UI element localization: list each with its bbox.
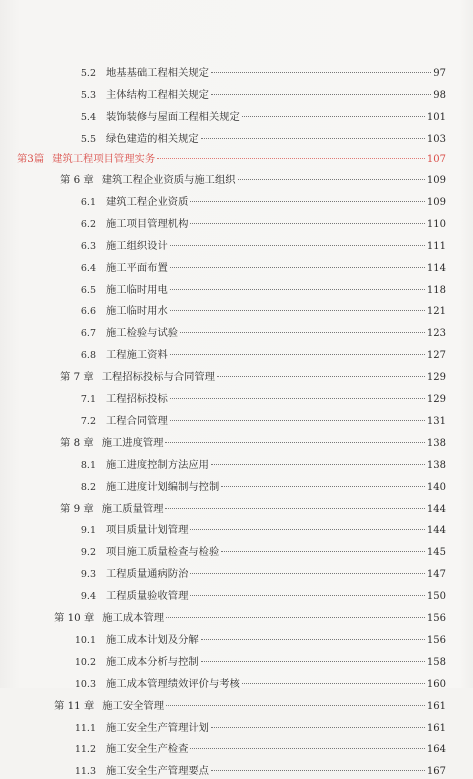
section-number: 6.8 (80, 350, 96, 362)
page-number: 110 (426, 218, 446, 230)
toc-section-entry (66, 110, 446, 125)
section-number: 9.1 (80, 525, 96, 537)
page-number: 111 (426, 240, 446, 252)
chapter-number: 第 8 章 (60, 436, 94, 449)
toc-section-entry (66, 304, 446, 319)
section-number: 9.4 (80, 591, 96, 603)
dot-leader (170, 354, 425, 355)
dot-leader (201, 138, 425, 139)
section-title: 施工成本计划及分解 (106, 633, 199, 646)
toc-section-entry (66, 261, 446, 276)
section-number: 11.1 (74, 722, 96, 734)
toc-chapter-entry (60, 502, 446, 517)
page-number: 167 (426, 766, 446, 778)
toc-chapter-entry (60, 436, 446, 451)
dot-leader (170, 398, 425, 399)
part-number: 第3篇 (17, 153, 45, 165)
section-number: 6.2 (80, 218, 96, 230)
chapter-title: 施工质量管理 (101, 502, 164, 515)
dot-leader (211, 94, 431, 95)
toc-section-entry (66, 742, 446, 757)
toc-chapter-entry (60, 173, 446, 188)
section-number: 9.3 (80, 569, 96, 581)
toc-section-entry (66, 414, 446, 429)
toc-section-entry (66, 480, 446, 495)
toc-section-entry (66, 545, 446, 560)
page-number: 97 (433, 68, 446, 79)
section-title: 施工安全生产管理计划 (106, 721, 209, 734)
section-title: 工程施工资料 (106, 349, 168, 362)
page-number: 164 (426, 744, 446, 756)
toc-section-entry (66, 195, 446, 210)
toc-chapter-entry (54, 611, 446, 626)
dot-leader (190, 748, 425, 749)
section-number: 8.1 (80, 459, 96, 471)
section-number: 6.5 (80, 284, 96, 296)
page-number: 114 (426, 262, 446, 274)
dot-leader (170, 289, 425, 290)
page-number: 129 (426, 394, 446, 405)
toc-section-entry (66, 217, 446, 232)
page-number: 160 (426, 678, 446, 690)
section-number: 5.4 (80, 111, 96, 123)
section-number: 6.6 (80, 306, 96, 318)
page-number: 150 (426, 591, 446, 603)
section-title: 施工进度计划编制与控制 (106, 480, 220, 493)
dot-leader (170, 420, 425, 421)
page-number: 121 (426, 306, 446, 318)
toc-section-entry (66, 66, 446, 81)
dot-leader (221, 551, 425, 552)
section-title: 绿色建造的相关规定 (106, 132, 199, 145)
dot-leader (201, 661, 425, 662)
section-title: 建筑工程企业资质 (106, 195, 189, 208)
section-title: 施工安全生产检查 (106, 743, 189, 756)
toc-section-entry (66, 326, 446, 341)
dot-leader (190, 573, 425, 574)
section-title: 施工平面布置 (106, 261, 168, 274)
section-title: 工程质量通病防治 (106, 568, 189, 581)
section-title: 项目施工质量检查与检验 (106, 546, 220, 559)
toc-section-entry (66, 677, 446, 692)
section-number: 5.2 (80, 68, 96, 79)
section-title: 施工检验与试验 (106, 327, 179, 340)
chapter-number: 第 9 章 (60, 502, 94, 515)
page-number: 161 (426, 700, 446, 712)
dot-leader (165, 508, 424, 509)
toc-section-entry (66, 239, 446, 254)
toc-section-entry (66, 655, 446, 670)
section-number: 6.4 (80, 262, 96, 274)
toc-section-entry (66, 764, 446, 779)
chapter-number: 第 6 章 (60, 174, 94, 186)
section-title: 工程招标投标 (106, 393, 168, 405)
page-number: 145 (426, 547, 446, 559)
toc-section-entry (66, 589, 446, 604)
section-number: 9.2 (80, 547, 96, 559)
section-number: 5.3 (80, 89, 96, 101)
dot-leader (190, 529, 425, 530)
dot-leader (170, 310, 425, 311)
part-title: 建筑工程项目管理实务 (52, 153, 156, 165)
page-number: 138 (426, 437, 446, 449)
toc-section-entry (66, 283, 446, 298)
section-number: 10.1 (74, 634, 96, 646)
section-title: 地基基础工程相关规定 (106, 67, 209, 79)
page-number: 131 (426, 415, 446, 427)
page-number: 123 (426, 328, 446, 340)
page-number: 98 (433, 89, 446, 101)
toc-section-entry (66, 392, 446, 407)
dot-leader (190, 223, 425, 224)
page-number: 158 (426, 656, 446, 668)
toc-section-entry (66, 633, 446, 648)
section-title: 工程质量验收管理 (106, 590, 189, 603)
chapter-number: 第 7 章 (60, 371, 94, 384)
section-title: 工程合同管理 (106, 414, 168, 427)
page-number: 109 (426, 196, 446, 208)
page-number: 109 (426, 175, 446, 186)
section-number: 6.1 (80, 196, 96, 208)
chapter-number: 第 11 章 (54, 699, 95, 712)
toc-chapter-entry (60, 370, 446, 385)
dot-leader (238, 179, 425, 180)
toc-chapter-entry (54, 699, 446, 714)
toc-section-entry (66, 88, 446, 103)
section-number: 6.7 (80, 328, 96, 340)
page-number: 118 (426, 284, 446, 296)
section-title: 施工项目管理机构 (106, 217, 189, 230)
toc-section-entry (66, 721, 446, 736)
dot-leader (211, 72, 431, 73)
dot-leader (242, 116, 425, 117)
section-title: 施工组织设计 (106, 239, 168, 252)
page-number: 127 (426, 350, 446, 362)
page-number: 138 (426, 459, 446, 471)
dot-leader (166, 617, 425, 618)
toc-section-entry (66, 458, 446, 473)
page-number: 129 (426, 372, 446, 384)
section-number: 10.3 (74, 678, 96, 690)
section-number: 7.1 (80, 394, 96, 405)
chapter-title: 工程招标投标与合同管理 (101, 371, 215, 384)
section-title: 施工安全生产管理要点 (106, 765, 209, 778)
dot-leader (211, 727, 425, 728)
dot-leader (211, 770, 425, 771)
page-number: 140 (426, 481, 446, 493)
toc-section-entry (66, 523, 446, 538)
dot-leader (170, 245, 425, 246)
section-number: 10.2 (74, 656, 96, 668)
chapter-title: 建筑工程企业资质与施工组织 (101, 174, 236, 186)
section-number: 7.2 (80, 415, 96, 427)
toc-section-entry (66, 132, 446, 147)
dot-leader (157, 158, 425, 159)
toc-part-entry (17, 152, 446, 167)
dot-leader (180, 332, 425, 333)
page-number: 156 (426, 634, 446, 646)
dot-leader (201, 639, 425, 640)
dot-leader (166, 705, 425, 706)
dot-leader (217, 376, 425, 377)
section-title: 项目质量计划管理 (106, 524, 189, 537)
page-number: 144 (426, 525, 446, 537)
chapter-title: 施工安全管理 (102, 699, 165, 712)
section-number: 6.3 (80, 240, 96, 252)
page-number: 156 (426, 613, 446, 624)
section-number: 5.5 (80, 133, 96, 145)
section-number: 11.2 (74, 744, 96, 756)
section-title: 施工临时用水 (106, 305, 168, 318)
section-number: 11.3 (74, 766, 96, 778)
page-number: 103 (426, 133, 446, 145)
dot-leader (242, 683, 425, 684)
dot-leader (190, 201, 425, 202)
dot-leader (165, 442, 424, 443)
section-title: 主体结构工程相关规定 (106, 88, 209, 101)
page-number: 144 (426, 503, 446, 515)
dot-leader (170, 267, 425, 268)
chapter-number: 第 10 章 (54, 612, 95, 624)
chapter-title: 施工成本管理 (102, 612, 165, 624)
page-number: 161 (426, 722, 446, 734)
section-title: 施工成本管理绩效评价与考核 (106, 677, 240, 690)
page-number: 101 (426, 111, 446, 123)
dot-leader (221, 486, 425, 487)
page-number: 107 (426, 154, 446, 165)
toc-section-entry (66, 567, 446, 582)
chapter-title: 施工进度管理 (101, 436, 164, 449)
dot-leader (190, 595, 425, 596)
section-title: 施工临时用电 (106, 283, 168, 296)
section-number: 8.2 (80, 481, 96, 493)
page-number: 147 (426, 569, 446, 581)
section-title: 装饰装修与屋面工程相关规定 (106, 110, 240, 123)
dot-leader (211, 464, 425, 465)
toc-section-entry (66, 348, 446, 363)
section-title: 施工成本分析与控制 (106, 655, 199, 668)
section-title: 施工进度控制方法应用 (106, 458, 209, 471)
